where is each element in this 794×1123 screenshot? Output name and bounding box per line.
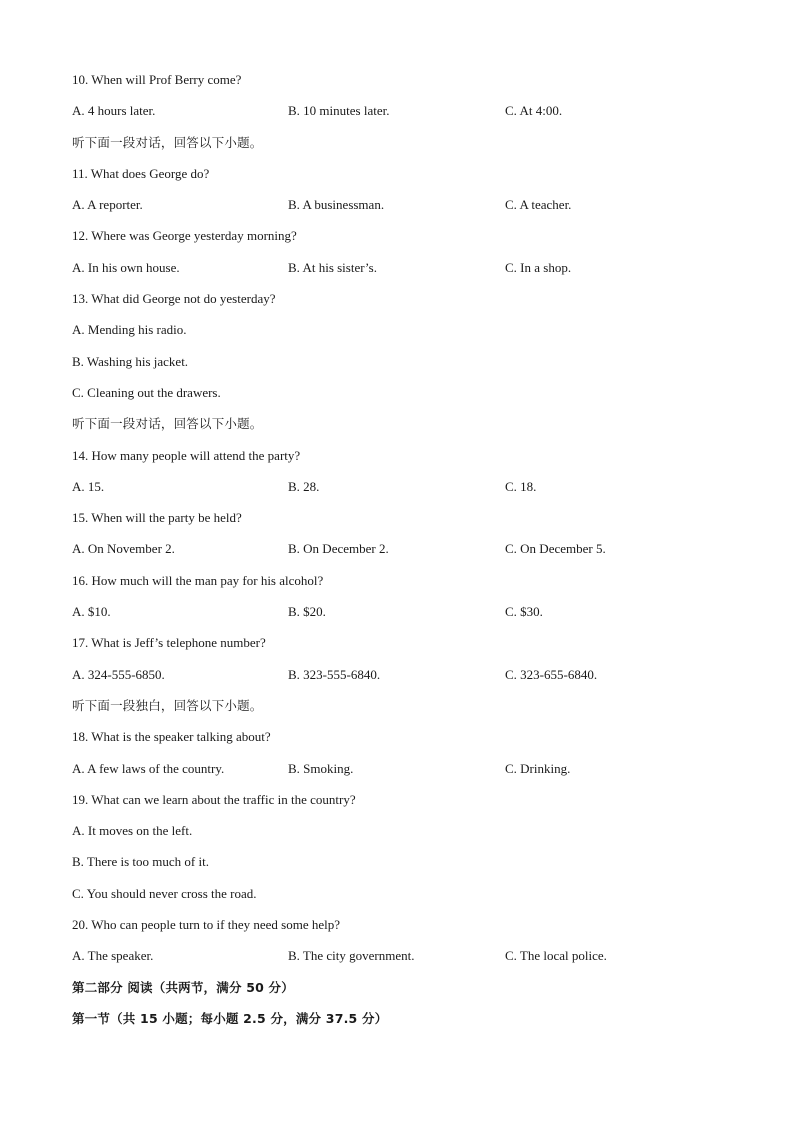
- option-b: B. The city government.: [288, 948, 415, 964]
- question-10: 10. When will Prof Berry come?: [72, 72, 242, 87]
- options-15: [72, 533, 732, 564]
- option-a: A. 324-555-6850.: [72, 666, 165, 682]
- option-a: A. 4 hours later.: [72, 103, 156, 119]
- question-14: 14. How many people will attend the party?: [72, 447, 301, 463]
- options-17: [72, 659, 732, 690]
- question-17: 17. What is Jeff’s telephone number?: [72, 635, 266, 651]
- part-two-heading: 第二部分 阅读（共两节，满分 50 分）: [72, 979, 294, 995]
- question-11: 11. What does George do?: [72, 165, 210, 181]
- question-16: 16. How much will the man pay for his alcohol?: [72, 572, 324, 588]
- option-c: C. 323-655-6840.: [505, 666, 598, 682]
- option-a: A. It moves on the left.: [72, 823, 193, 839]
- options-11: [72, 189, 732, 220]
- question-20: 20. Who can people turn to if they need some help?: [72, 917, 340, 933]
- option-b: B. 28.: [288, 478, 320, 494]
- option-b: B. 323-555-6840.: [288, 666, 381, 682]
- question-15: 15. When will the party be held?: [72, 510, 242, 526]
- option-b: B. 10 minutes later.: [288, 103, 390, 119]
- option-a: A. On November 2.: [72, 541, 175, 557]
- option-c: C. 18.: [505, 478, 537, 494]
- option-c: C. $30.: [505, 604, 543, 620]
- option-b: B. There is too much of it.: [72, 854, 209, 870]
- question-13: 13. What did George not do yesterday?: [72, 291, 276, 307]
- options-14: [72, 471, 732, 502]
- question-18: 18. What is the speaker talking about?: [72, 729, 271, 745]
- instruction-monologue: 听下面一段独白，回答以下小题。: [72, 697, 263, 713]
- option-a: A. A reporter.: [72, 197, 143, 213]
- option-b: B. $20.: [288, 604, 326, 620]
- options-12: [72, 252, 732, 283]
- option-c: C. You should never cross the road.: [72, 885, 257, 901]
- options-16: [72, 596, 732, 627]
- option-a: A. 15.: [72, 478, 105, 494]
- option-c: C. Drinking.: [505, 760, 571, 776]
- option-a: A. A few laws of the country.: [72, 760, 225, 776]
- option-c: C. Cleaning out the drawers.: [72, 384, 221, 400]
- question-12: 12. Where was George yesterday morning?: [72, 228, 297, 244]
- options-10: [72, 95, 732, 126]
- instruction-dialogue-1: 听下面一段对话，回答以下小题。: [72, 134, 263, 150]
- option-a: A. Mending his radio.: [72, 322, 187, 338]
- option-a: A. $10.: [72, 604, 111, 620]
- option-c: C. In a shop.: [505, 259, 572, 275]
- options-20: [72, 940, 732, 971]
- page-content: [72, 64, 732, 1034]
- option-a: A. In his own house.: [72, 259, 180, 275]
- option-b: B. At his sister’s.: [288, 259, 377, 275]
- option-b: B. On December 2.: [288, 541, 389, 557]
- instruction-dialogue-2: 听下面一段对话，回答以下小题。: [72, 416, 263, 432]
- option-a: A. The speaker.: [72, 948, 154, 964]
- option-b: B. Smoking.: [288, 760, 354, 776]
- option-c: C. The local police.: [505, 948, 607, 964]
- option-c: C. A teacher.: [505, 197, 572, 213]
- option-c: C. On December 5.: [505, 541, 606, 557]
- options-18: [72, 753, 732, 784]
- option-b: B. Washing his jacket.: [72, 353, 189, 369]
- section-one-heading: 第一节（共 15 小题；每小题 2.5 分，满分 37.5 分）: [72, 1010, 388, 1026]
- question-19: 19. What can we learn about the traffic in the country?: [72, 791, 356, 807]
- option-b: B. A businessman.: [288, 197, 385, 213]
- option-c: C. At 4:00.: [505, 103, 563, 119]
